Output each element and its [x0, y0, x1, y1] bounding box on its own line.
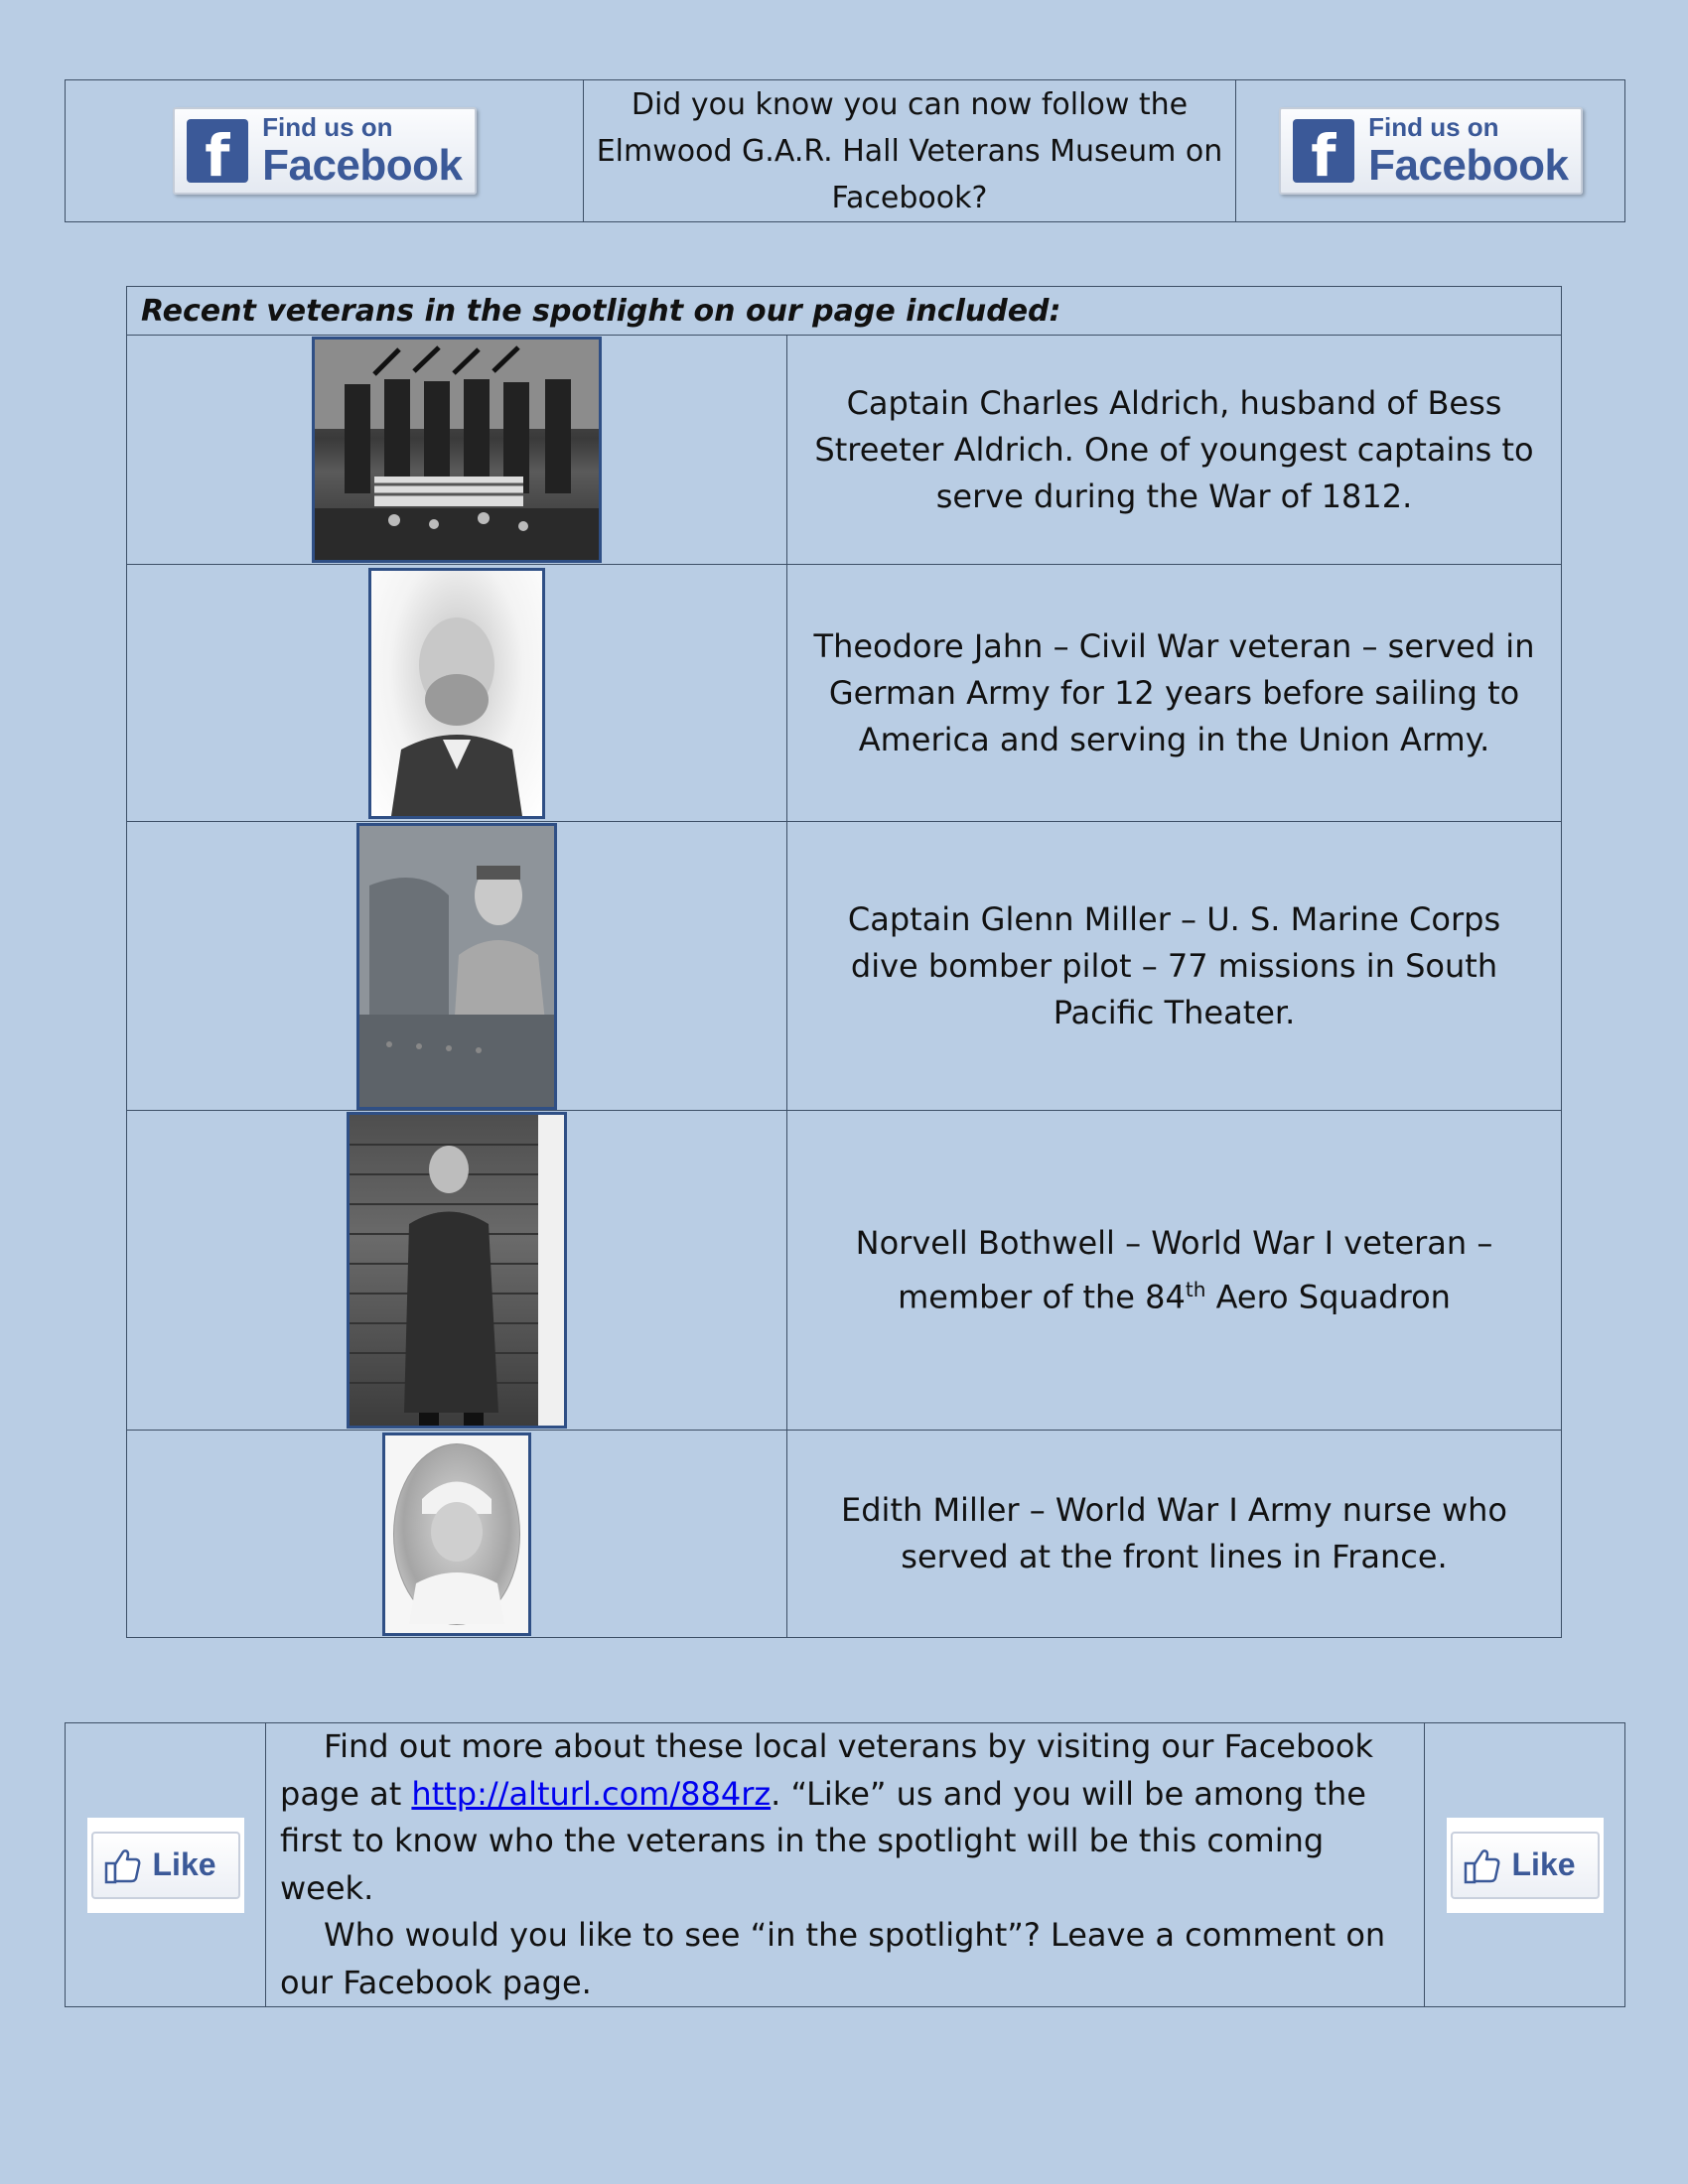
veteran-description: Theodore Jahn – Civil War veteran – served in German Army for 12 years before sailing to America and serving in the Union Army.	[787, 565, 1562, 822]
table-row	[127, 565, 1562, 822]
top-banner-left-cell	[66, 80, 584, 222]
top-banner	[65, 79, 1625, 222]
veteran-description: Edith Miller – World War I Army nurse who served at the front lines in France.	[787, 1431, 1562, 1638]
like-button-left[interactable]	[87, 1818, 244, 1913]
facebook-page-link[interactable]: http://alturl.com/884rz	[411, 1774, 772, 1813]
like-label: Like	[1511, 1846, 1576, 1882]
spotlight-header: Recent veterans in the spotlight on our page included:	[127, 287, 1562, 336]
badge-facebook-text: Facebook	[262, 141, 463, 190]
find-us-on-facebook-badge-left[interactable]	[173, 107, 477, 195]
photo-funeral-honor-guard	[312, 337, 602, 563]
facebook-logo-icon: f	[187, 119, 249, 183]
photo-glenn-miller-cockpit	[356, 823, 557, 1110]
facebook-logo-icon: f	[1293, 119, 1355, 183]
badge-find-text: Find us on	[1368, 112, 1499, 142]
like-button-right[interactable]	[1447, 1818, 1604, 1913]
table-row	[127, 822, 1562, 1111]
photo-norvell-bothwell-aviator	[347, 1112, 567, 1429]
badge-find-text: Find us on	[262, 112, 393, 142]
table-row	[127, 1111, 1562, 1431]
veteran-description: Norvell Bothwell – World War I veteran – member of the 84th Aero Squadron	[787, 1111, 1562, 1431]
veteran-description: Captain Glenn Miller – U. S. Marine Corps dive bomber pilot – 77 missions in South Pacific Theater.	[787, 822, 1562, 1111]
badge-facebook-text: Facebook	[1368, 141, 1569, 190]
bottom-paragraph-2: Who would you like to see “in the spotlight”? Leave a comment on our Facebook page.	[280, 1916, 1386, 2001]
thumbs-up-icon	[1463, 1845, 1502, 1885]
spotlight-table	[126, 286, 1562, 1638]
bottom-paragraph-1: Find out more about these local veterans by visiting our Facebook page at http://alturl.com/884rz. “Like” us and you will be among the first to know who the veterans in the spotlight will be this coming week.	[280, 1727, 1373, 1907]
photo-theodore-jahn	[368, 568, 545, 819]
like-label: Like	[152, 1846, 216, 1882]
top-banner-message: Did you know you can now follow the Elmwood G.A.R. Hall Veterans Museum on Facebook?	[584, 80, 1236, 222]
top-banner-right-cell	[1236, 80, 1625, 222]
veteran-description: Captain Charles Aldrich, husband of Bess Streeter Aldrich. One of youngest captains to serve during the War of 1812.	[787, 336, 1562, 565]
bottom-banner-message	[266, 1723, 1425, 2007]
bottom-banner	[65, 1722, 1625, 2007]
find-us-on-facebook-badge-right[interactable]	[1279, 107, 1583, 195]
thumbs-up-icon	[103, 1845, 143, 1885]
table-row	[127, 1431, 1562, 1638]
photo-edith-miller-nurse	[382, 1433, 531, 1636]
table-row	[127, 336, 1562, 565]
